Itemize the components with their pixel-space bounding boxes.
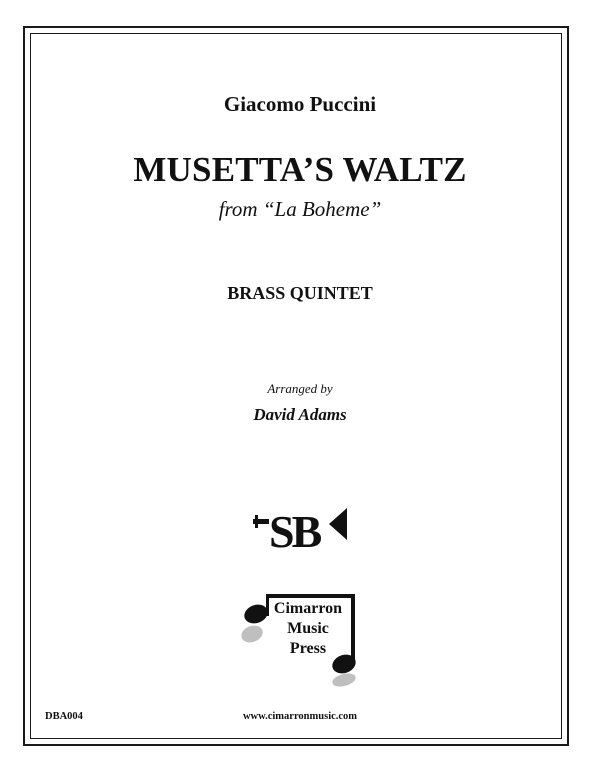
piece-subtitle: from “La Boheme” [218,197,382,221]
arranger-name: David Adams [253,405,347,424]
publisher-line-2: Music [287,620,329,637]
publisher-website: www.cimarronmusic.com [242,711,358,722]
composer-name: Giacomo Puccini [223,92,377,116]
sb-logo-text: SB [269,506,320,554]
publisher-line-1: Cimarron [273,600,343,617]
publisher-line-3: Press [289,640,327,657]
arranged-by-label: Arranged by [267,381,333,396]
ensemble-label: BRASS QUINTET [227,283,373,303]
sb-trumpet-logo [253,500,349,554]
catalog-number: DBA004 [45,711,83,722]
piece-title: MUSETTA’S WALTZ [133,150,467,189]
